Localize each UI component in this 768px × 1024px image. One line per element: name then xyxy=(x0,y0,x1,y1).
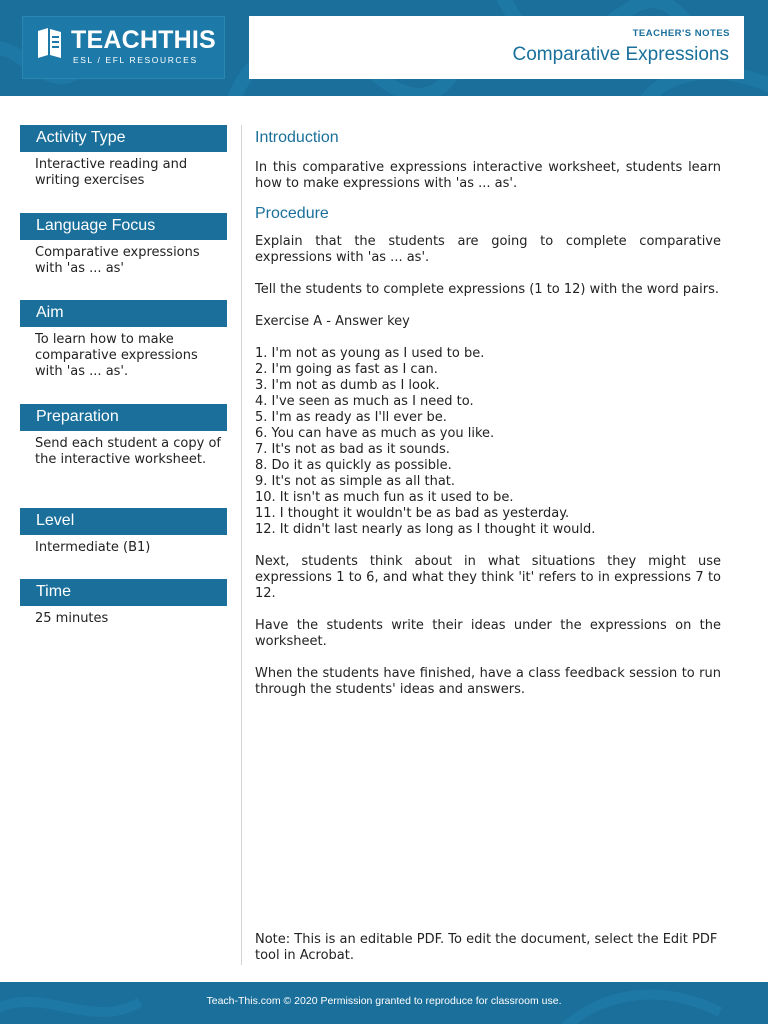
logo-wordmark: TEACHTHIS xyxy=(71,26,216,54)
copyright-text: Teach-This.com © 2020 Permission granted to reproduce for classroom use. xyxy=(206,995,562,1007)
answer-item: 3. I'm not as dumb as I look. xyxy=(255,378,440,393)
sidebar-body: Comparative expressions with 'as ... as' xyxy=(35,245,200,276)
sidebar-heading: Aim xyxy=(20,300,227,327)
title-panel xyxy=(249,16,744,79)
sidebar-body: To learn how to make comparative expressions with 'as ... as'. xyxy=(35,332,198,379)
answer-item: 10. It isn't as much fun as it used to be. xyxy=(255,490,514,505)
sidebar-section-level xyxy=(20,508,227,556)
procedure-heading: Procedure xyxy=(255,205,329,222)
introduction-heading: Introduction xyxy=(255,129,339,146)
editable-pdf-note: Note: This is an editable PDF. To edit the document, select the Edit PDF tool in Acrobat. xyxy=(255,932,718,963)
page-footer xyxy=(0,982,768,1024)
sidebar-heading: Language Focus xyxy=(20,213,227,240)
procedure-paragraph: Have the students write their ideas under the expressions on the worksheet. xyxy=(255,618,721,649)
sidebar-heading: Activity Type xyxy=(20,125,227,152)
answer-item: 4. I've seen as much as I need to. xyxy=(255,394,474,409)
sidebar-body: Send each student a copy of the interactive worksheet. xyxy=(35,436,221,467)
logo-tagline: ESL / EFL RESOURCES xyxy=(73,55,198,65)
sidebar-heading: Time xyxy=(20,579,227,606)
procedure-paragraph: Explain that the students are going to complete comparative expressions with 'as ... as'. xyxy=(255,234,721,265)
sidebar-section-time xyxy=(20,579,227,627)
sidebar-section-language-focus xyxy=(20,213,227,277)
answer-item: 1. I'm not as young as I used to be. xyxy=(255,346,485,361)
answer-item: 11. I thought it wouldn't be as bad as yesterday. xyxy=(255,506,570,521)
answer-item: 2. I'm going as fast as I can. xyxy=(255,362,438,377)
answer-item: 9. It's not as simple as all that. xyxy=(255,474,456,489)
teachthis-logo[interactable] xyxy=(22,16,225,79)
main-content xyxy=(255,128,721,698)
answer-item: 5. I'm as ready as I'll ever be. xyxy=(255,410,447,425)
book-logo-icon xyxy=(35,27,65,59)
answer-item: 7. It's not as bad as it sounds. xyxy=(255,442,450,457)
page-header xyxy=(0,0,768,96)
answer-item: 6. You can have as much as you like. xyxy=(255,426,495,441)
sidebar-section-activity-type xyxy=(20,125,227,189)
answer-item: 12. It didn't last nearly as long as I thought it would. xyxy=(255,522,596,537)
column-divider xyxy=(241,125,242,965)
sidebar-heading: Preparation xyxy=(20,404,227,431)
sidebar-section-aim xyxy=(20,300,227,380)
sidebar-body: Interactive reading and writing exercises xyxy=(35,157,188,188)
procedure-paragraph: When the students have finished, have a class feedback session to run through the students' ideas and answers. xyxy=(255,666,721,697)
teachers-notes-label: TEACHER'S NOTES xyxy=(632,28,730,39)
document-title: Comparative Expressions xyxy=(512,44,729,65)
sidebar-body: 25 minutes xyxy=(35,611,109,626)
sidebar-heading: Level xyxy=(20,508,227,535)
procedure-paragraph: Next, students think about in what situations they might use expressions 1 to 6, and what they think 'it' refers to in expressions 7 to 12. xyxy=(255,554,721,601)
introduction-text: In this comparative expressions interactive worksheet, students learn how to make expressions with 'as ... as'. xyxy=(255,160,721,191)
procedure-paragraph: Tell the students to complete expressions (1 to 12) with the word pairs. xyxy=(255,282,719,297)
answer-key-heading: Exercise A - Answer key xyxy=(255,314,410,329)
answer-list xyxy=(255,346,721,538)
sidebar-section-preparation xyxy=(20,404,227,468)
answer-item: 8. Do it as quickly as possible. xyxy=(255,458,452,473)
sidebar-body: Intermediate (B1) xyxy=(35,540,151,555)
